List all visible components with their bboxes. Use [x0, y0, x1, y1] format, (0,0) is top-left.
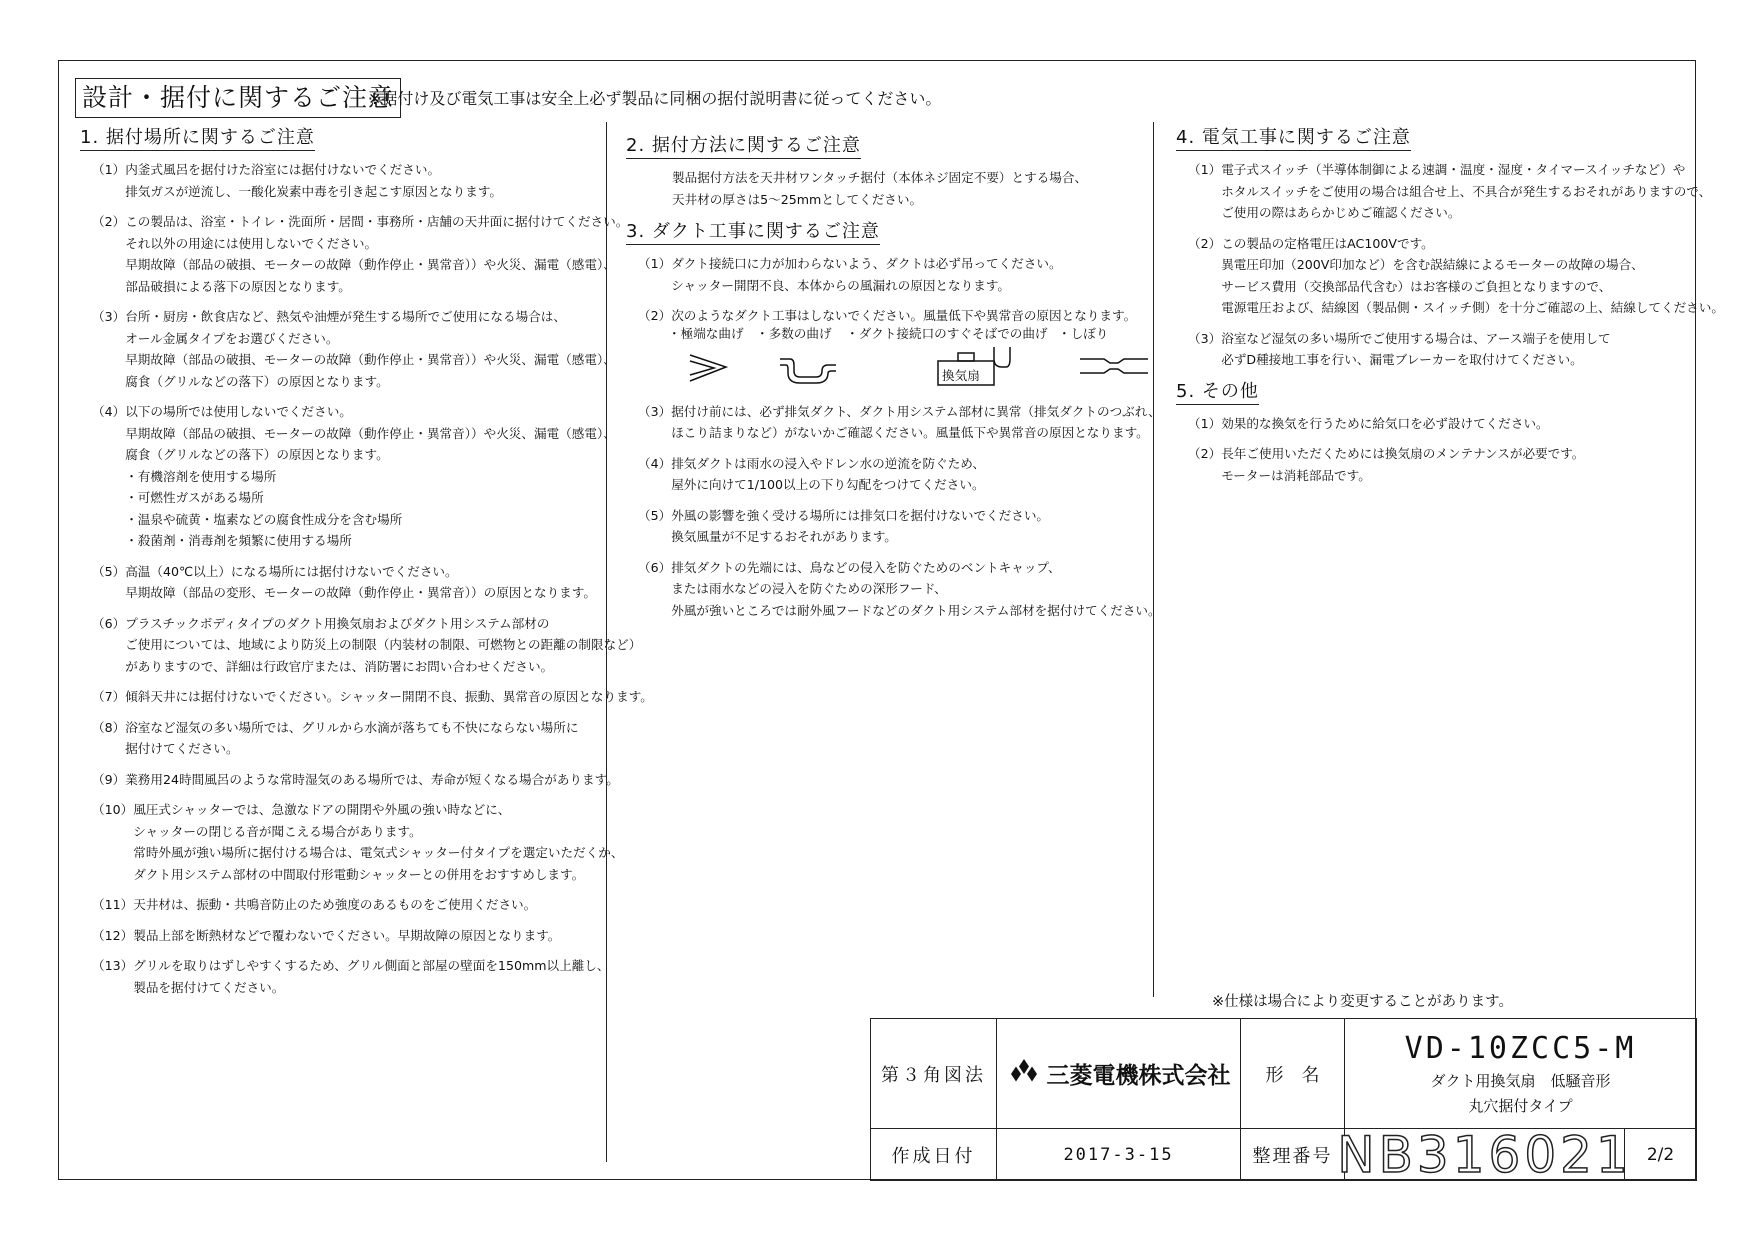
duct-examples — [668, 323, 1146, 393]
item-number: （5） — [638, 507, 672, 523]
item-text — [1221, 328, 1686, 371]
item-text — [671, 505, 1146, 548]
company-cell — [997, 1019, 1241, 1129]
item-number: （1） — [638, 256, 672, 271]
duct-example-label: ・ダクト接続口のすぐそばでの曲げ — [846, 325, 1048, 341]
text-line: 排気ダクトは雨水の浸入やドレン水の逆流を防ぐため、 — [671, 455, 985, 471]
text-line: 排気ガスが逆流し、一酸化炭素中毒を引き起こす原因となります。 — [125, 183, 503, 199]
item-text — [133, 955, 609, 998]
item-text — [125, 717, 600, 760]
text-line: オール金属タイプをお選びください。 — [125, 330, 339, 346]
text-line: シャッター開閉不良、本体からの風漏れの原因となります。 — [671, 277, 1010, 293]
item-text — [125, 401, 616, 552]
text-line: ご使用の際はあらかじめご確認ください。 — [1221, 205, 1461, 220]
text-line: ご使用については、地域により防災上の制限（内装材の制限、可燃物との距離の制限など） — [125, 637, 642, 652]
text-line: ホタルスイッチをご使用の場合は組合せ上、不具合が発生するおそれがありますので、 — [1221, 183, 1712, 199]
text-line: ・有機溶剤を使用する場所 — [125, 468, 277, 484]
list-item — [92, 159, 600, 202]
item-number: （11） — [92, 897, 134, 912]
item-text — [125, 686, 653, 708]
text-line: 天井材の厚さは5～25mmとしてください。 — [672, 191, 923, 207]
text-line: 電子式スイッチ（半導体制御による速調・温度・湿度・タイマースイッチなど）や — [1221, 162, 1686, 177]
text-line: 早期故障（部品の破損、モーターの故障（動作停止・異常音））や火災、漏電（感電）、 — [125, 425, 616, 441]
text-line: 早期故障（部品の変形、モーターの故障（動作停止・異常音））の原因となります。 — [125, 585, 596, 600]
model-cell — [1345, 1019, 1697, 1129]
text-line: 早期故障（部品の破損、モーターの故障（動作停止・異常音））や火災、漏電（感電）、 — [125, 352, 616, 367]
item-number: （3） — [638, 403, 672, 419]
text-line: 製品上部を断熱材などで覆わないでください。早期故障の原因となります。 — [133, 927, 561, 943]
list-item — [92, 211, 629, 297]
item-text — [671, 401, 1161, 444]
text-line: 部品破損による落下の原因となります。 — [125, 278, 351, 294]
model-description-2: 丸穴据付タイプ — [1468, 1097, 1573, 1115]
list-item — [92, 955, 610, 998]
list-item — [638, 453, 1146, 496]
item-text — [1221, 233, 1724, 319]
text-line: 異電圧印加（200V印加など）を含む誤結線によるモーターの故障の場合、 — [1221, 257, 1644, 272]
page-cell: 2/2 — [1625, 1129, 1697, 1181]
list-item — [638, 505, 1146, 548]
section-5-heading: 5. その他 — [1176, 380, 1259, 405]
list-item — [638, 557, 1161, 622]
item-text — [671, 557, 1160, 622]
item-text — [133, 894, 600, 916]
text-line: サービス費用（交換部品代含む）はお客様のご負担となりますので、 — [1221, 278, 1612, 294]
text-line: ほこり詰まりなど）がないかご確認ください。風量低下や異常音の原因となります。 — [671, 425, 1149, 440]
text-line: 換気風量が不足するおそれがあります。 — [671, 529, 897, 544]
section-2-heading: 2. 据付方法に関するご注意 — [626, 134, 861, 159]
text-line: 内釜式風呂を据付けた浴室には据付けないでください。 — [125, 162, 441, 177]
list-item — [92, 306, 616, 392]
company-name: 三菱電機株式会社 — [1046, 1063, 1231, 1089]
list-item — [1188, 328, 1686, 371]
date-label-cell: 作成日付 — [871, 1129, 997, 1181]
text-line: 天井材は、振動・共鳴音防止のため強度のあるものをご使用ください。 — [133, 897, 537, 912]
item-text — [125, 306, 616, 392]
document-number: NB316021 — [1337, 1125, 1632, 1184]
text-line: または雨水などの浸入を防ぐための深形フード、 — [671, 581, 947, 596]
item-text — [1221, 159, 1711, 224]
item-text — [671, 253, 1146, 296]
item-number: （6） — [638, 559, 672, 575]
duct-example-label: ・多数の曲げ — [756, 325, 832, 341]
model-number: VD-10ZCC5-M — [1404, 1031, 1637, 1066]
item-number: （3） — [92, 309, 126, 324]
item-number: （3） — [1188, 330, 1222, 346]
list-item — [92, 769, 619, 791]
text-line: 風圧式シャッターでは、急激なドアの開閉や外風の強い時などに、 — [133, 802, 511, 817]
list-item — [92, 799, 624, 885]
text-line: 製品据付方法を天井材ワンタッチ据付（本体ネジ固定不要）とする場合、 — [672, 170, 1088, 185]
text-line: 屋外に向けて1/100以上の下り勾配をつけてください。 — [671, 477, 985, 492]
text-line: 以下の場所では使用しないでください。 — [125, 404, 352, 419]
list-item — [92, 686, 653, 708]
item-text — [125, 561, 600, 604]
section-5-list — [1188, 413, 1686, 487]
title-block — [870, 1018, 1697, 1184]
list-item — [92, 925, 600, 947]
text-line: 外風が強いところでは耐外風フードなどのダクト用システム部材を据付けてください。 — [671, 602, 1161, 618]
item-number: （13） — [92, 958, 134, 973]
text-line: 早期故障（部品の破損、モーターの故障（動作停止・異常音））や火災、漏電（感電）、 — [125, 257, 616, 272]
text-line: ダクト接続口に力が加わらないよう、ダクトは必ず吊ってください。 — [671, 256, 1062, 271]
section-3-heading: 3. ダクト工事に関するご注意 — [626, 220, 880, 245]
item-number: （7） — [92, 689, 126, 704]
item-text — [671, 453, 1146, 496]
number-cell — [1337, 1125, 1632, 1184]
column-3 — [1176, 126, 1724, 495]
text-line: 傾斜天井には据付けないでください。シャッター開閉不良、振動、異常音の原因となります。 — [125, 689, 653, 704]
item-text — [125, 211, 628, 297]
item-number: （12） — [92, 927, 134, 943]
text-line: ・温泉や硫黄・塩素などの腐食性成分を含む場所 — [125, 511, 403, 527]
date-cell: 2017-3-15 — [997, 1129, 1241, 1181]
company-logo — [1007, 1057, 1231, 1090]
list-item — [92, 561, 600, 604]
text-line: 長年ご使用いただくためには換気扇のメンテナンスが必要です。 — [1221, 446, 1585, 461]
item-number: （5） — [92, 563, 126, 579]
text-line: 浴室など湿気の多い場所では、グリルから水滴が落ちても不快にならない場所に — [125, 719, 579, 735]
text-line: プラスチックボディタイプのダクト用換気扇およびダクト用システム部材の — [125, 615, 550, 631]
text-line: 常時外風が強い場所に据付ける場合は、電気式シャッター付タイプを選定いただくか、 — [133, 845, 624, 860]
list-item — [1188, 159, 1712, 224]
item-number: （1） — [1188, 162, 1222, 177]
list-item — [638, 401, 1161, 444]
column-divider-2 — [1153, 122, 1154, 997]
duct-example-label: ・しぼり — [1058, 325, 1109, 341]
text-line: モーターは消耗部品です。 — [1221, 467, 1371, 483]
text-line: 腐食（グリルなどの落下）の原因となります。 — [125, 447, 389, 462]
column-divider-1 — [606, 122, 607, 1162]
item-text — [125, 159, 600, 202]
multiple-bends-icon — [778, 349, 838, 385]
duct-example-label: ・極端な曲げ — [668, 325, 744, 341]
text-line: この製品は、浴室・トイレ・洗面所・居間・事務所・店舗の天井面に据付けてください。 — [125, 214, 629, 229]
section-2-text — [672, 167, 1146, 210]
section-1-list — [92, 159, 653, 998]
item-number: （1） — [92, 162, 126, 177]
number-label-cell: 整理番号 — [1241, 1129, 1345, 1181]
list-item — [92, 613, 642, 678]
text-line: 据付け前には、必ず排気ダクト、ダクト用システム部材に異常（排気ダクトのつぶれ、 — [671, 403, 1161, 419]
list-item — [1188, 413, 1686, 435]
item-number: （6） — [92, 615, 126, 631]
text-line: それ以外の用途には使用しないでください。 — [125, 235, 378, 251]
text-line: グリルを取りはずしやすくするため、グリル側面と部屋の壁面を150mm以上離し、 — [133, 958, 610, 973]
section-4-heading: 4. 電気工事に関するご注意 — [1176, 126, 1411, 151]
list-item — [1188, 443, 1686, 486]
item-number: （4） — [638, 455, 672, 471]
item-text — [125, 613, 641, 678]
text-line: 電源電圧および、結線図（製品側・スイッチ側）を十分ご確認の上、結線してください。 — [1221, 300, 1724, 315]
text-line: 次のようなダクト工事はしないでください。風量低下や異常音の原因となります。 — [671, 308, 1137, 323]
text-line: 浴室など湿気の多い場所でご使用する場合は、アース端子を使用して — [1221, 330, 1611, 346]
model-label-cell: 形 名 — [1241, 1019, 1345, 1129]
projection-cell: 第３角図法 — [871, 1019, 997, 1129]
section-3-list — [638, 253, 1161, 621]
constriction-icon — [1078, 353, 1150, 379]
section-4-list — [1188, 159, 1724, 371]
page-title: 設計・据付に関するご注意 — [75, 78, 401, 118]
list-item — [92, 894, 600, 916]
spec-note: ※仕様は場合により変更することがあります。 — [1212, 994, 1513, 1010]
item-text — [133, 799, 623, 885]
section-1-heading: 1. 据付場所に関するご注意 — [80, 126, 315, 151]
text-line: シャッターの閉じる音が聞こえる場合があります。 — [133, 823, 422, 839]
item-text — [133, 925, 600, 947]
text-line: 腐食（グリルなどの落下）の原因となります。 — [125, 373, 389, 389]
text-line: 台所・厨房・飲食店など、熱気や油煙が発生する場所でご使用になる場合は、 — [125, 309, 566, 324]
text-line: ・可燃性ガスがある場所 — [125, 490, 264, 505]
item-text — [125, 769, 619, 791]
column-2 — [626, 134, 1161, 630]
text-line: ダクト用システム部材の中間取付形電動シャッターとの併用をおすすめします。 — [133, 866, 585, 882]
item-number: （2） — [1188, 235, 1222, 251]
text-line: がありますので、詳細は行政官庁または、消防署にお問い合わせください。 — [125, 658, 554, 674]
item-number: （10） — [92, 802, 134, 817]
text-line: 外風の影響を強く受ける場所には排気口を据付けないでください。 — [671, 507, 1050, 523]
list-item — [638, 253, 1146, 296]
item-text — [1221, 443, 1686, 486]
text-line: 必ずD種接地工事を行い、漏電ブレーカーを取付けてください。 — [1221, 352, 1583, 367]
list-item — [1188, 233, 1724, 319]
text-line: 業務用24時間風呂のような常時湿気のある場所では、寿命が短くなる場合があります。 — [125, 771, 619, 787]
sharp-bend-icon — [688, 351, 732, 387]
text-line: 据付けてください。 — [125, 741, 239, 756]
column-1 — [80, 126, 653, 1007]
item-number: （9） — [92, 771, 126, 787]
text-line: 排気ダクトの先端には、鳥などの侵入を防ぐためのベントキャップ、 — [671, 559, 1061, 575]
text-line: この製品の定格電圧はAC100Vです。 — [1221, 235, 1434, 251]
three-diamonds-icon — [1007, 1059, 1041, 1089]
item-number: （2） — [1188, 446, 1222, 461]
text-line: 高温（40℃以上）になる場所には据付けないでください。 — [125, 563, 458, 579]
item-text — [1221, 413, 1686, 435]
item-number: （2） — [92, 214, 126, 229]
fan-label: 換気扇 — [942, 367, 980, 383]
item-number: （8） — [92, 719, 126, 735]
item-number: （1） — [1188, 415, 1222, 431]
text-line: 製品を据付けてください。 — [133, 979, 285, 995]
list-item — [92, 717, 600, 760]
text-line: 効果的な換気を行うために給気口を必ず設けてください。 — [1221, 415, 1549, 431]
item-number: （2） — [638, 308, 672, 323]
text-line: ・殺菌剤・消毒剤を頻繁に使用する場所 — [125, 533, 352, 548]
list-item — [92, 401, 616, 552]
model-description-1: ダクト用換気扇 低騒音形 — [1430, 1072, 1611, 1090]
item-number: （4） — [92, 404, 126, 419]
header-note: ※据付け及び電気工事は安全上必ず製品に同梱の据付説明書に従ってください。 — [368, 89, 942, 108]
